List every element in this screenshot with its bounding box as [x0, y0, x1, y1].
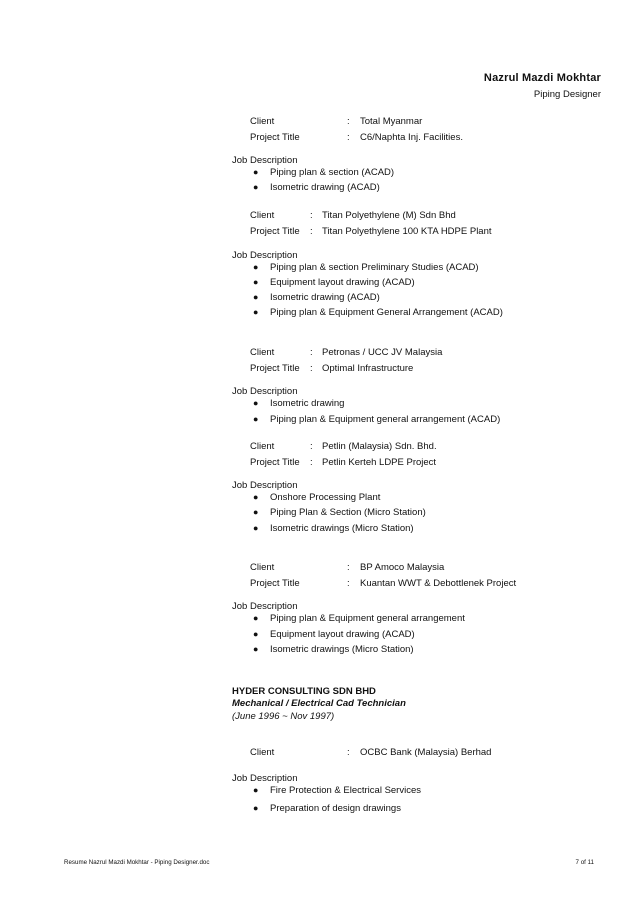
task-text: Preparation of design drawings: [270, 803, 401, 814]
client-value: Total Myanmar: [360, 116, 423, 127]
bullet-icon: ●: [253, 398, 259, 408]
bullet-icon: ●: [253, 492, 259, 502]
client-label: Client: [250, 747, 275, 758]
task-text: Piping Plan & Section (Micro Station): [270, 507, 426, 518]
footer-page-number: 7 of 11: [575, 859, 594, 866]
bullet-icon: ●: [253, 507, 259, 517]
client-label: Client: [250, 210, 275, 221]
bullet-icon: ●: [253, 785, 259, 795]
project-title-value: Titan Polyethylene 100 KTA HDPE Plant: [322, 226, 492, 237]
colon: :: [310, 210, 313, 221]
employer-position: Mechanical / Electrical Cad Technician: [232, 698, 406, 709]
employer-company: HYDER CONSULTING SDN BHD: [232, 686, 376, 697]
client-value: BP Amoco Malaysia: [360, 562, 445, 573]
job-description-heading: Job Description: [232, 155, 298, 166]
bullet-icon: ●: [253, 292, 259, 302]
colon: :: [310, 363, 313, 374]
client-label: Client: [250, 347, 275, 358]
client-value: Petronas / UCC JV Malaysia: [322, 347, 443, 358]
bullet-icon: ●: [253, 414, 259, 424]
task-text: Isometric drawings (Micro Station): [270, 644, 414, 655]
bullet-icon: ●: [253, 262, 259, 272]
bullet-icon: ●: [253, 523, 259, 533]
task-text: Piping plan & section (ACAD): [270, 167, 395, 178]
task-text: Piping plan & Equipment General Arrangement (ACAD): [270, 307, 503, 318]
project-title-value: Kuantan WWT & Debottlenek Project: [360, 578, 517, 589]
task-text: Isometric drawing (ACAD): [270, 292, 380, 303]
bullet-icon: ●: [253, 277, 259, 287]
task-text: Piping plan & Equipment general arrangement: [270, 613, 465, 624]
client-label: Client: [250, 116, 275, 127]
bullet-icon: ●: [253, 629, 259, 639]
project-title-value: Optimal Infrastructure: [322, 363, 414, 374]
task-text: Piping plan & Equipment general arrangement (ACAD): [270, 414, 501, 425]
project-title-label: Project Title: [250, 132, 300, 143]
colon: :: [347, 562, 350, 573]
bullet-icon: ●: [253, 167, 259, 177]
task-text: Isometric drawings (Micro Station): [270, 523, 414, 534]
bullet-icon: ●: [253, 644, 259, 654]
job-description-heading: Job Description: [232, 480, 298, 491]
project-title-label: Project Title: [250, 457, 300, 468]
colon: :: [347, 747, 350, 758]
task-text: Equipment layout drawing (ACAD): [270, 629, 415, 640]
bullet-icon: ●: [253, 803, 259, 813]
colon: :: [347, 116, 350, 127]
footer-document-name: Resume Nazrul Mazdi Mokhtar - Piping Designer.doc: [64, 859, 210, 866]
bullet-icon: ●: [253, 182, 259, 192]
colon: :: [310, 457, 313, 468]
colon: :: [347, 578, 350, 589]
project-title-value: Petlin Kerteh LDPE Project: [322, 457, 437, 468]
task-text: Onshore Processing Plant: [270, 492, 381, 503]
client-label: Client: [250, 562, 275, 573]
bullet-icon: ●: [253, 307, 259, 317]
resume-role: Piping Designer: [533, 89, 601, 100]
task-text: Isometric drawing: [270, 398, 345, 409]
employer-period: (June 1996 ~ Nov 1997): [232, 711, 335, 722]
client-value: OCBC Bank (Malaysia) Berhad: [360, 747, 492, 758]
colon: :: [310, 441, 313, 452]
client-label: Client: [250, 441, 275, 452]
project-title-label: Project Title: [250, 363, 300, 374]
task-text: Piping plan & section Preliminary Studies (ACAD): [270, 262, 479, 273]
task-text: Fire Protection & Electrical Services: [270, 785, 421, 796]
task-text: Isometric drawing (ACAD): [270, 182, 380, 193]
project-title-label: Project Title: [250, 578, 300, 589]
job-description-heading: Job Description: [232, 250, 298, 261]
client-value: Petlin (Malaysia) Sdn. Bhd.: [322, 441, 437, 452]
colon: :: [347, 132, 350, 143]
colon: :: [310, 226, 313, 237]
project-title-label: Project Title: [250, 226, 300, 237]
client-value: Titan Polyethylene (M) Sdn Bhd: [322, 210, 456, 221]
job-description-heading: Job Description: [232, 386, 298, 397]
task-text: Equipment layout drawing (ACAD): [270, 277, 415, 288]
colon: :: [310, 347, 313, 358]
resume-name: Nazrul Mazdi Mokhtar: [483, 72, 601, 84]
bullet-icon: ●: [253, 613, 259, 623]
project-title-value: C6/Naphta Inj. Facilities.: [360, 132, 463, 143]
job-description-heading: Job Description: [232, 601, 298, 612]
job-description-heading: Job Description: [232, 773, 298, 784]
